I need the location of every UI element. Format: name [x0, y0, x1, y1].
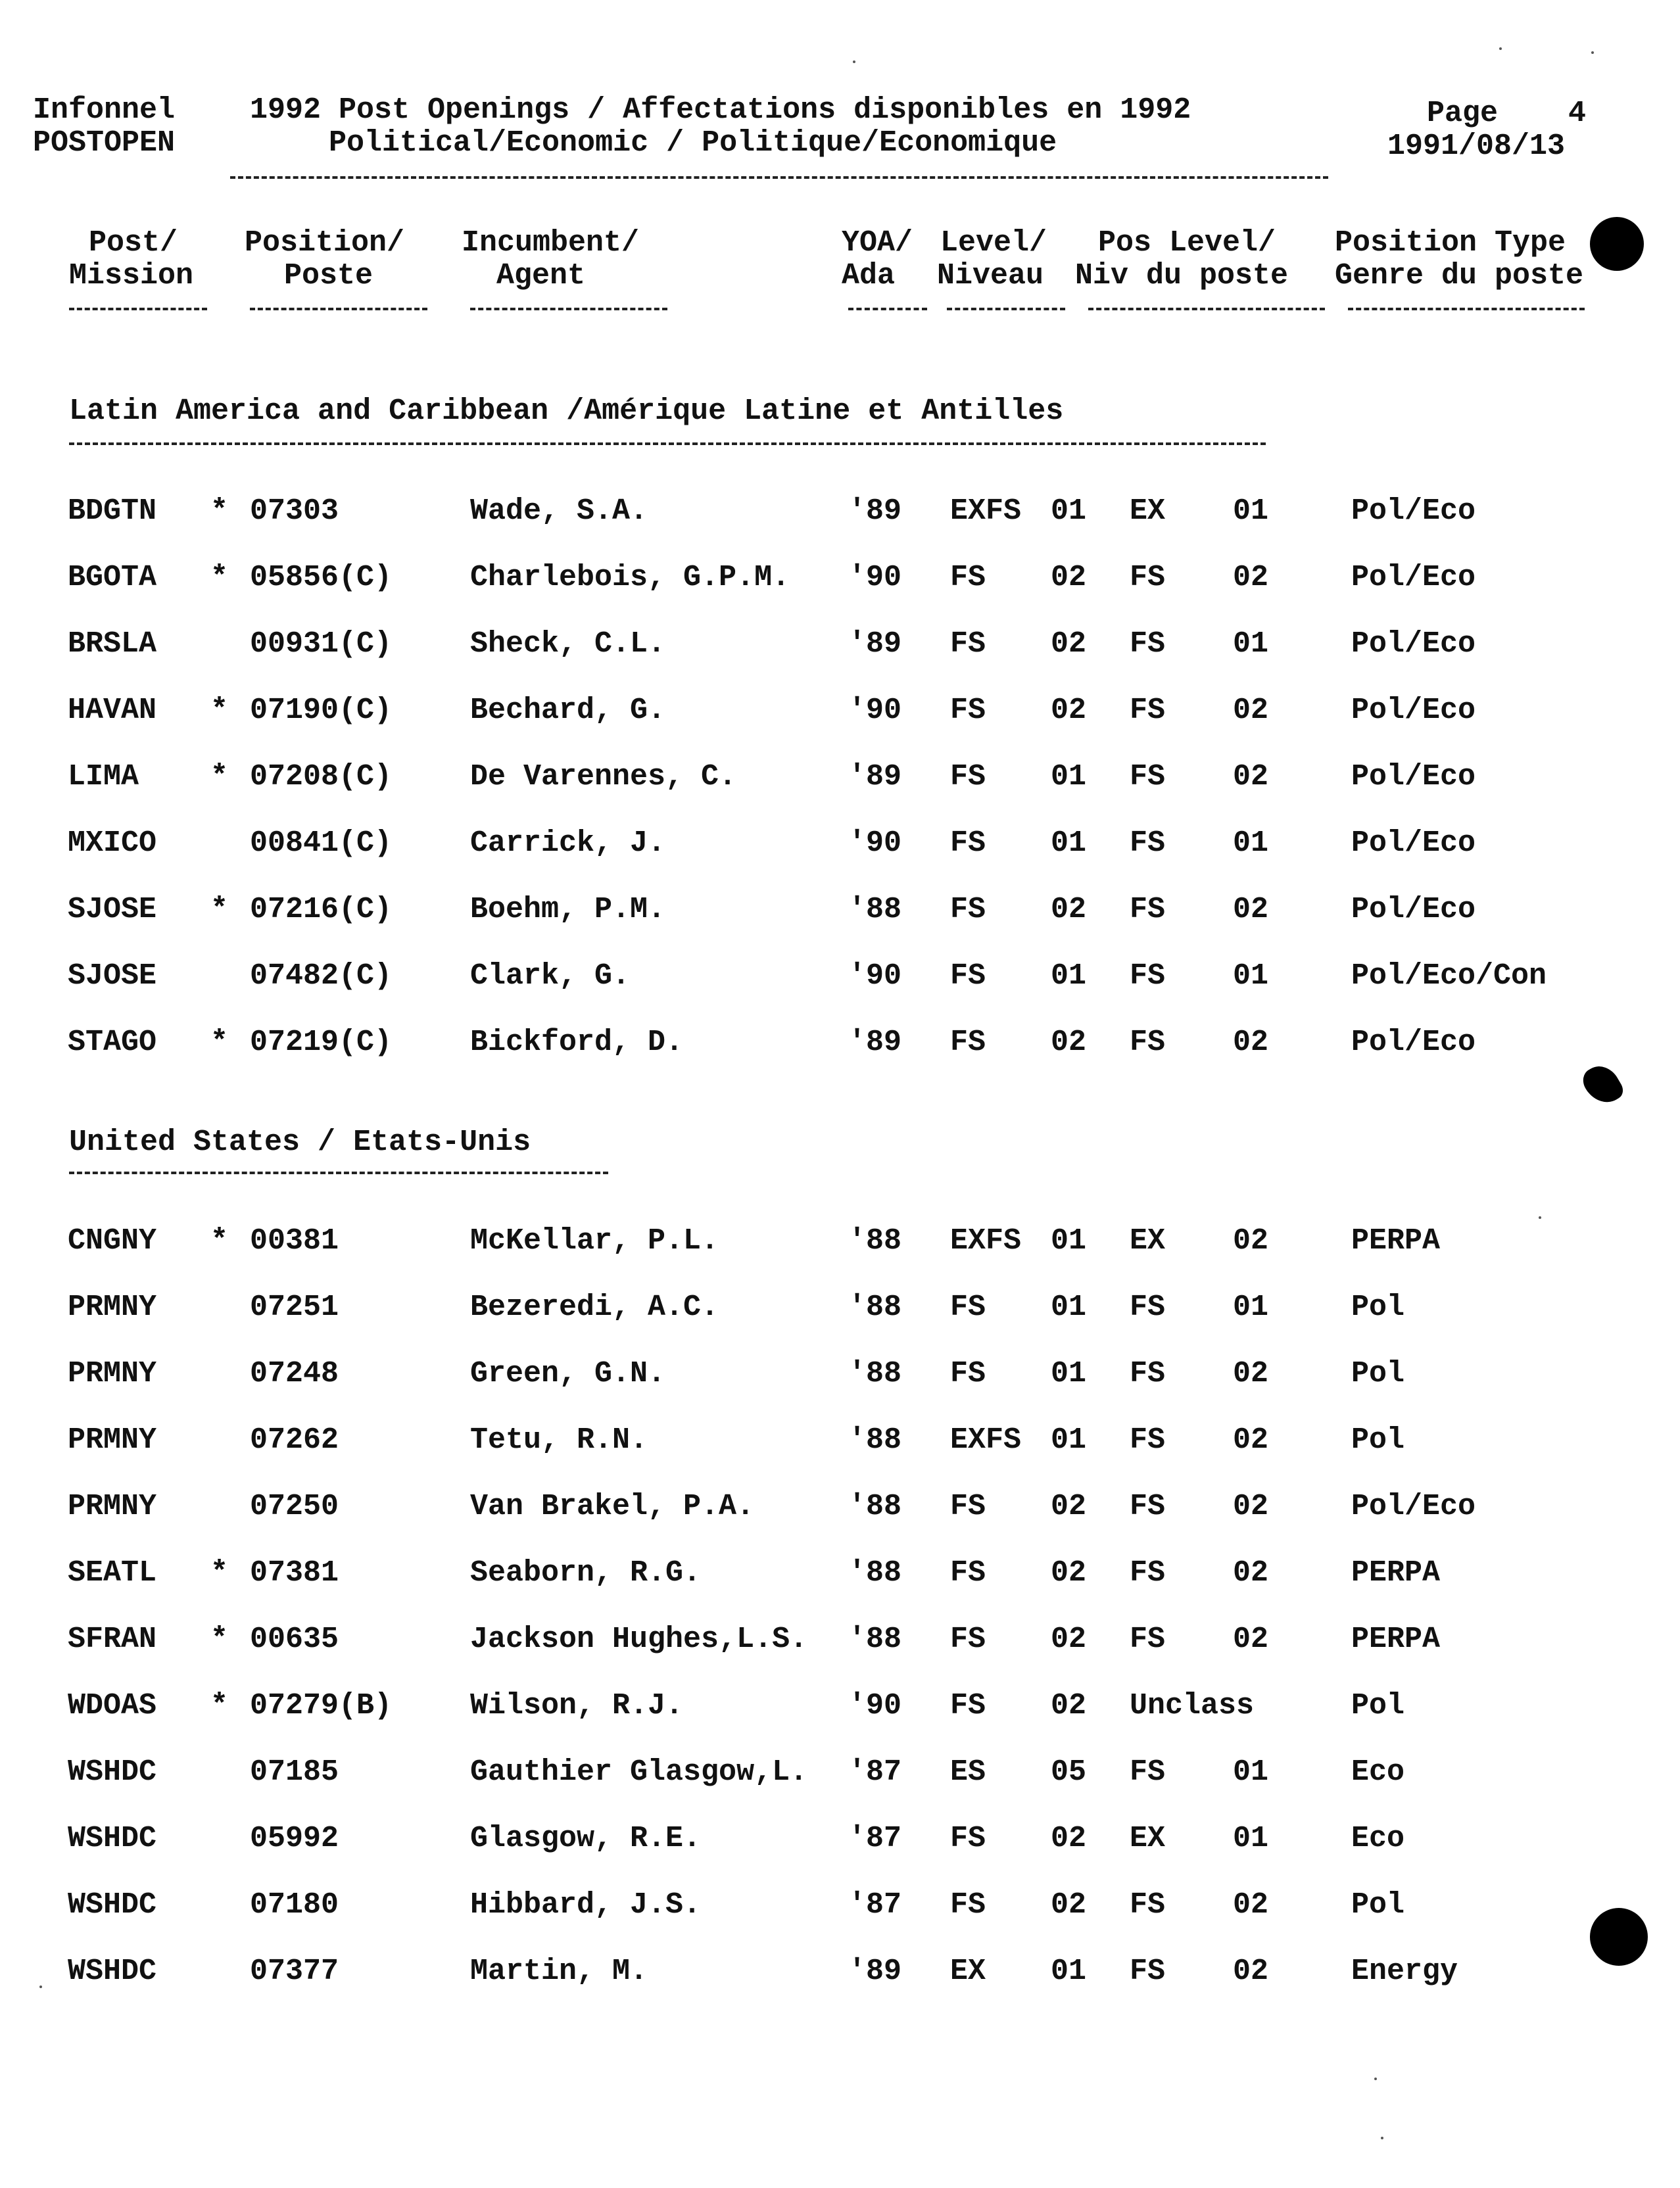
level-num-cell: 05 [1051, 1755, 1087, 1789]
pos-level-cell: FS [1130, 893, 1166, 926]
position-type-cell: Pol [1351, 1888, 1405, 1922]
position-type-cell: Pol [1351, 1689, 1405, 1723]
col-underline [848, 308, 927, 310]
level-cell: FS [950, 1888, 986, 1922]
section-underline [69, 442, 1266, 445]
report-date: 1991/08/13 [1387, 130, 1566, 163]
priority-star: * [210, 694, 229, 727]
pos-level-cell: FS [1130, 1357, 1166, 1391]
position-cell: 07248 [250, 1357, 339, 1391]
yoa-cell: '88 [848, 1556, 902, 1590]
position-cell: 07190(C) [250, 694, 393, 727]
pos-level-num-cell: 01 [1233, 959, 1269, 993]
position-cell: 05856(C) [250, 561, 393, 594]
pos-level-cell: FS [1130, 627, 1166, 661]
pos-level-cell: FS [1130, 1755, 1166, 1789]
pos-level-cell: EX [1130, 1224, 1166, 1258]
position-cell: 07180 [250, 1888, 339, 1922]
level-num-cell: 02 [1051, 694, 1087, 727]
report-title: 1992 Post Openings / Affectations disponibles en 1992 [250, 93, 1191, 127]
col-incumbent-header-2: Agent [496, 259, 586, 293]
incumbent-cell: Glasgow, R.E. [470, 1822, 702, 1855]
level-num-cell: 02 [1051, 1026, 1087, 1059]
level-num-cell: 01 [1051, 1423, 1087, 1457]
pos-level-cell: FS [1130, 760, 1166, 794]
position-cell: 00381 [250, 1224, 339, 1258]
position-cell: 00635 [250, 1623, 339, 1656]
pos-level-cell: FS [1130, 959, 1166, 993]
yoa-cell: '88 [848, 1423, 902, 1457]
scan-speck [1539, 1216, 1541, 1219]
level-num-cell: 01 [1051, 494, 1087, 528]
section-underline [69, 1172, 608, 1174]
yoa-cell: '89 [848, 494, 902, 528]
pos-level-num-cell: 02 [1233, 1955, 1269, 1988]
incumbent-cell: Bezeredi, A.C. [470, 1291, 719, 1324]
pos-level-num-cell: 01 [1233, 1291, 1269, 1324]
col-poslevel-header-1: Pos Level/ [1098, 226, 1276, 260]
level-num-cell: 02 [1051, 1490, 1087, 1523]
incumbent-cell: Seaborn, R.G. [470, 1556, 702, 1590]
incumbent-cell: Sheck, C.L. [470, 627, 666, 661]
position-cell: 07482(C) [250, 959, 393, 993]
level-num-cell: 02 [1051, 1822, 1087, 1855]
priority-star: * [210, 1026, 229, 1059]
pos-level-cell: FS [1130, 1888, 1166, 1922]
position-type-cell: Pol/Eco [1351, 561, 1476, 594]
level-cell: FS [950, 561, 986, 594]
pos-level-cell: FS [1130, 694, 1166, 727]
position-cell: 07381 [250, 1556, 339, 1590]
position-cell: 00931(C) [250, 627, 393, 661]
position-type-cell: PERPA [1351, 1224, 1441, 1258]
title-underline [230, 176, 1328, 179]
pos-level-num-cell: 02 [1233, 893, 1269, 926]
pos-level-cell: FS [1130, 1291, 1166, 1324]
post-cell: WSHDC [68, 1822, 157, 1855]
level-num-cell: 02 [1051, 1623, 1087, 1656]
col-poslevel-header-2: Niv du poste [1075, 259, 1289, 293]
level-cell: EXFS [950, 1224, 1022, 1258]
post-cell: SJOSE [68, 893, 157, 926]
level-num-cell: 01 [1051, 959, 1087, 993]
yoa-cell: '90 [848, 694, 902, 727]
level-cell: FS [950, 1490, 986, 1523]
post-cell: MXICO [68, 826, 157, 860]
col-underline [69, 308, 207, 310]
priority-star: * [210, 494, 229, 528]
position-type-cell: Pol/Eco [1351, 627, 1476, 661]
level-cell: FS [950, 760, 986, 794]
position-cell: 07251 [250, 1291, 339, 1324]
section-title-latin-america: Latin America and Caribbean /Amérique Latine et Antilles [69, 394, 1064, 428]
priority-star: * [210, 1224, 229, 1258]
pos-level-cell: FS [1130, 1423, 1166, 1457]
level-cell: FS [950, 893, 986, 926]
position-cell: 07303 [250, 494, 339, 528]
scan-speck [1591, 51, 1594, 54]
incumbent-cell: Clark, G. [470, 959, 631, 993]
pos-level-cell: FS [1130, 1026, 1166, 1059]
incumbent-cell: Hibbard, J.S. [470, 1888, 702, 1922]
yoa-cell: '89 [848, 760, 902, 794]
scan-speck [853, 60, 855, 63]
position-type-cell: Pol/Eco [1351, 826, 1476, 860]
level-cell: FS [950, 627, 986, 661]
yoa-cell: '88 [848, 1490, 902, 1523]
post-cell: WSHDC [68, 1955, 157, 1988]
post-cell: HAVAN [68, 694, 157, 727]
level-cell: FS [950, 1822, 986, 1855]
level-num-cell: 01 [1051, 1357, 1087, 1391]
level-num-cell: 02 [1051, 1556, 1087, 1590]
post-cell: PRMNY [68, 1423, 157, 1457]
position-type-cell: Pol [1351, 1423, 1405, 1457]
yoa-cell: '89 [848, 627, 902, 661]
priority-star: * [210, 893, 229, 926]
incumbent-cell: Tetu, R.N. [470, 1423, 648, 1457]
post-cell: SJOSE [68, 959, 157, 993]
position-cell: 07377 [250, 1955, 339, 1988]
yoa-cell: '88 [848, 1357, 902, 1391]
level-cell: EXFS [950, 494, 1022, 528]
yoa-cell: '87 [848, 1888, 902, 1922]
position-cell: 07279(B) [250, 1689, 393, 1723]
post-cell: BRSLA [68, 627, 157, 661]
level-cell: FS [950, 1291, 986, 1324]
position-cell: 07219(C) [250, 1026, 393, 1059]
pos-level-num-cell: 02 [1233, 561, 1269, 594]
col-yoa-header-1: YOA/ [842, 226, 913, 260]
post-cell: BDGTN [68, 494, 157, 528]
ink-blot-mark [1578, 1060, 1626, 1110]
incumbent-cell: De Varennes, C. [470, 760, 737, 794]
pos-level-num-cell: 02 [1233, 1888, 1269, 1922]
level-num-cell: 01 [1051, 1224, 1087, 1258]
pos-level-num-cell: 02 [1233, 694, 1269, 727]
col-yoa-header-2: Ada [842, 259, 896, 293]
position-cell: 07216(C) [250, 893, 393, 926]
pos-level-cell: FS [1130, 1623, 1166, 1656]
level-num-cell: 01 [1051, 760, 1087, 794]
pos-level-cell: FS [1130, 1556, 1166, 1590]
pos-level-num-cell: 02 [1233, 1357, 1269, 1391]
level-cell: FS [950, 959, 986, 993]
position-type-cell: Pol [1351, 1291, 1405, 1324]
yoa-cell: '89 [848, 1026, 902, 1059]
incumbent-cell: Van Brakel, P.A. [470, 1490, 755, 1523]
incumbent-cell: Wilson, R.J. [470, 1689, 684, 1723]
priority-star: * [210, 1556, 229, 1590]
level-cell: FS [950, 826, 986, 860]
position-cell: 00841(C) [250, 826, 393, 860]
level-num-cell: 02 [1051, 893, 1087, 926]
col-type-header-1: Position Type [1335, 226, 1566, 260]
col-level-header-2: Niveau [937, 259, 1044, 293]
yoa-cell: '88 [848, 893, 902, 926]
section-title-united-states: United States / Etats-Unis [69, 1126, 531, 1159]
pos-level-cell: EX [1130, 1822, 1166, 1855]
incumbent-cell: Wade, S.A. [470, 494, 648, 528]
level-cell: FS [950, 1357, 986, 1391]
incumbent-cell: Boehm, P.M. [470, 893, 666, 926]
scan-speck [1499, 47, 1502, 50]
priority-star: * [210, 561, 229, 594]
position-type-cell: Pol/Eco [1351, 760, 1476, 794]
yoa-cell: '90 [848, 959, 902, 993]
position-type-cell: Pol/Eco [1351, 694, 1476, 727]
col-position-header-2: Poste [284, 259, 373, 293]
col-underline [250, 308, 427, 310]
position-type-cell: Pol/Eco [1351, 494, 1476, 528]
level-num-cell: 02 [1051, 627, 1087, 661]
punch-hole-mark [1590, 1908, 1648, 1966]
report-subtitle: Political/Economic / Politique/Economique [329, 126, 1057, 160]
position-cell: 07250 [250, 1490, 339, 1523]
col-post-header-1: Post/ [89, 226, 178, 260]
level-cell: EX [950, 1955, 986, 1988]
level-num-cell: 02 [1051, 1888, 1087, 1922]
post-cell: SEATL [68, 1556, 157, 1590]
col-post-header-2: Mission [69, 259, 194, 293]
punch-hole-mark [1590, 217, 1644, 271]
post-cell: LIMA [68, 760, 139, 794]
col-underline [1088, 308, 1325, 310]
priority-star: * [210, 1623, 229, 1656]
pos-level-num-cell: 02 [1233, 1026, 1269, 1059]
post-cell: WSHDC [68, 1888, 157, 1922]
position-cell: 05992 [250, 1822, 339, 1855]
position-type-cell: Eco [1351, 1822, 1405, 1855]
pos-level-num-cell: 01 [1233, 494, 1269, 528]
incumbent-cell: Carrick, J. [470, 826, 666, 860]
col-position-header-1: Position/ [245, 226, 405, 260]
pos-level-cell: FS [1130, 826, 1166, 860]
pos-level-num-cell: 01 [1233, 1822, 1269, 1855]
position-type-cell: Eco [1351, 1755, 1405, 1789]
pos-level-num-cell: 01 [1233, 627, 1269, 661]
level-cell: ES [950, 1755, 986, 1789]
position-type-cell: Pol/Eco [1351, 893, 1476, 926]
incumbent-cell: Gauthier Glasgow,L. [470, 1755, 808, 1789]
level-num-cell: 02 [1051, 561, 1087, 594]
level-num-cell: 01 [1051, 826, 1087, 860]
position-type-cell: PERPA [1351, 1556, 1441, 1590]
incumbent-cell: Martin, M. [470, 1955, 648, 1988]
position-type-cell: Pol/Eco/Con [1351, 959, 1547, 993]
yoa-cell: '90 [848, 561, 902, 594]
system-code: POSTOPEN [33, 126, 176, 160]
yoa-cell: '88 [848, 1224, 902, 1258]
level-cell: EXFS [950, 1423, 1022, 1457]
incumbent-cell: Jackson Hughes,L.S. [470, 1623, 808, 1656]
yoa-cell: '87 [848, 1755, 902, 1789]
level-cell: FS [950, 1689, 986, 1723]
pos-level-num-cell: 02 [1233, 1556, 1269, 1590]
position-type-cell: Energy [1351, 1955, 1458, 1988]
pos-level-cell: FS [1130, 561, 1166, 594]
incumbent-cell: McKellar, P.L. [470, 1224, 719, 1258]
incumbent-cell: Charlebois, G.P.M. [470, 561, 790, 594]
position-type-cell: Pol/Eco [1351, 1490, 1476, 1523]
yoa-cell: '90 [848, 826, 902, 860]
pos-level-num-cell: 02 [1233, 1224, 1269, 1258]
position-type-cell: PERPA [1351, 1623, 1441, 1656]
col-underline [470, 308, 667, 310]
incumbent-cell: Bickford, D. [470, 1026, 684, 1059]
incumbent-cell: Green, G.N. [470, 1357, 666, 1391]
scan-speck [1381, 2137, 1383, 2139]
page-number: 4 [1568, 97, 1587, 130]
post-cell: SFRAN [68, 1623, 157, 1656]
post-cell: PRMNY [68, 1291, 157, 1324]
post-cell: STAGO [68, 1026, 157, 1059]
post-cell: BGOTA [68, 561, 157, 594]
position-type-cell: Pol/Eco [1351, 1026, 1476, 1059]
col-level-header-1: Level/ [940, 226, 1047, 260]
pos-level-cell: Unclass [1130, 1689, 1255, 1723]
yoa-cell: '87 [848, 1822, 902, 1855]
position-cell: 07208(C) [250, 760, 393, 794]
col-incumbent-header-1: Incumbent/ [462, 226, 640, 260]
level-cell: FS [950, 1026, 986, 1059]
post-cell: CNGNY [68, 1224, 157, 1258]
level-cell: FS [950, 694, 986, 727]
post-cell: PRMNY [68, 1357, 157, 1391]
pos-level-num-cell: 02 [1233, 1490, 1269, 1523]
pos-level-num-cell: 02 [1233, 760, 1269, 794]
position-type-cell: Pol [1351, 1357, 1405, 1391]
level-cell: FS [950, 1623, 986, 1656]
level-num-cell: 02 [1051, 1689, 1087, 1723]
incumbent-cell: Bechard, G. [470, 694, 666, 727]
col-type-header-2: Genre du poste [1335, 259, 1584, 293]
pos-level-num-cell: 02 [1233, 1623, 1269, 1656]
col-underline [1348, 308, 1585, 310]
yoa-cell: '88 [848, 1623, 902, 1656]
page-label: Page [1427, 97, 1499, 130]
pos-level-num-cell: 01 [1233, 826, 1269, 860]
system-name: Infonnel [33, 93, 176, 127]
position-cell: 07262 [250, 1423, 339, 1457]
yoa-cell: '90 [848, 1689, 902, 1723]
yoa-cell: '88 [848, 1291, 902, 1324]
level-num-cell: 01 [1051, 1291, 1087, 1324]
scan-speck [1374, 2078, 1377, 2080]
yoa-cell: '89 [848, 1955, 902, 1988]
priority-star: * [210, 1689, 229, 1723]
priority-star: * [210, 760, 229, 794]
pos-level-num-cell: 01 [1233, 1755, 1269, 1789]
post-cell: PRMNY [68, 1490, 157, 1523]
pos-level-num-cell: 02 [1233, 1423, 1269, 1457]
level-cell: FS [950, 1556, 986, 1590]
post-cell: WDOAS [68, 1689, 157, 1723]
position-cell: 07185 [250, 1755, 339, 1789]
pos-level-cell: FS [1130, 1490, 1166, 1523]
col-underline [947, 308, 1065, 310]
pos-level-cell: EX [1130, 494, 1166, 528]
scan-speck [39, 1986, 42, 1988]
pos-level-cell: FS [1130, 1955, 1166, 1988]
post-cell: WSHDC [68, 1755, 157, 1789]
level-num-cell: 01 [1051, 1955, 1087, 1988]
